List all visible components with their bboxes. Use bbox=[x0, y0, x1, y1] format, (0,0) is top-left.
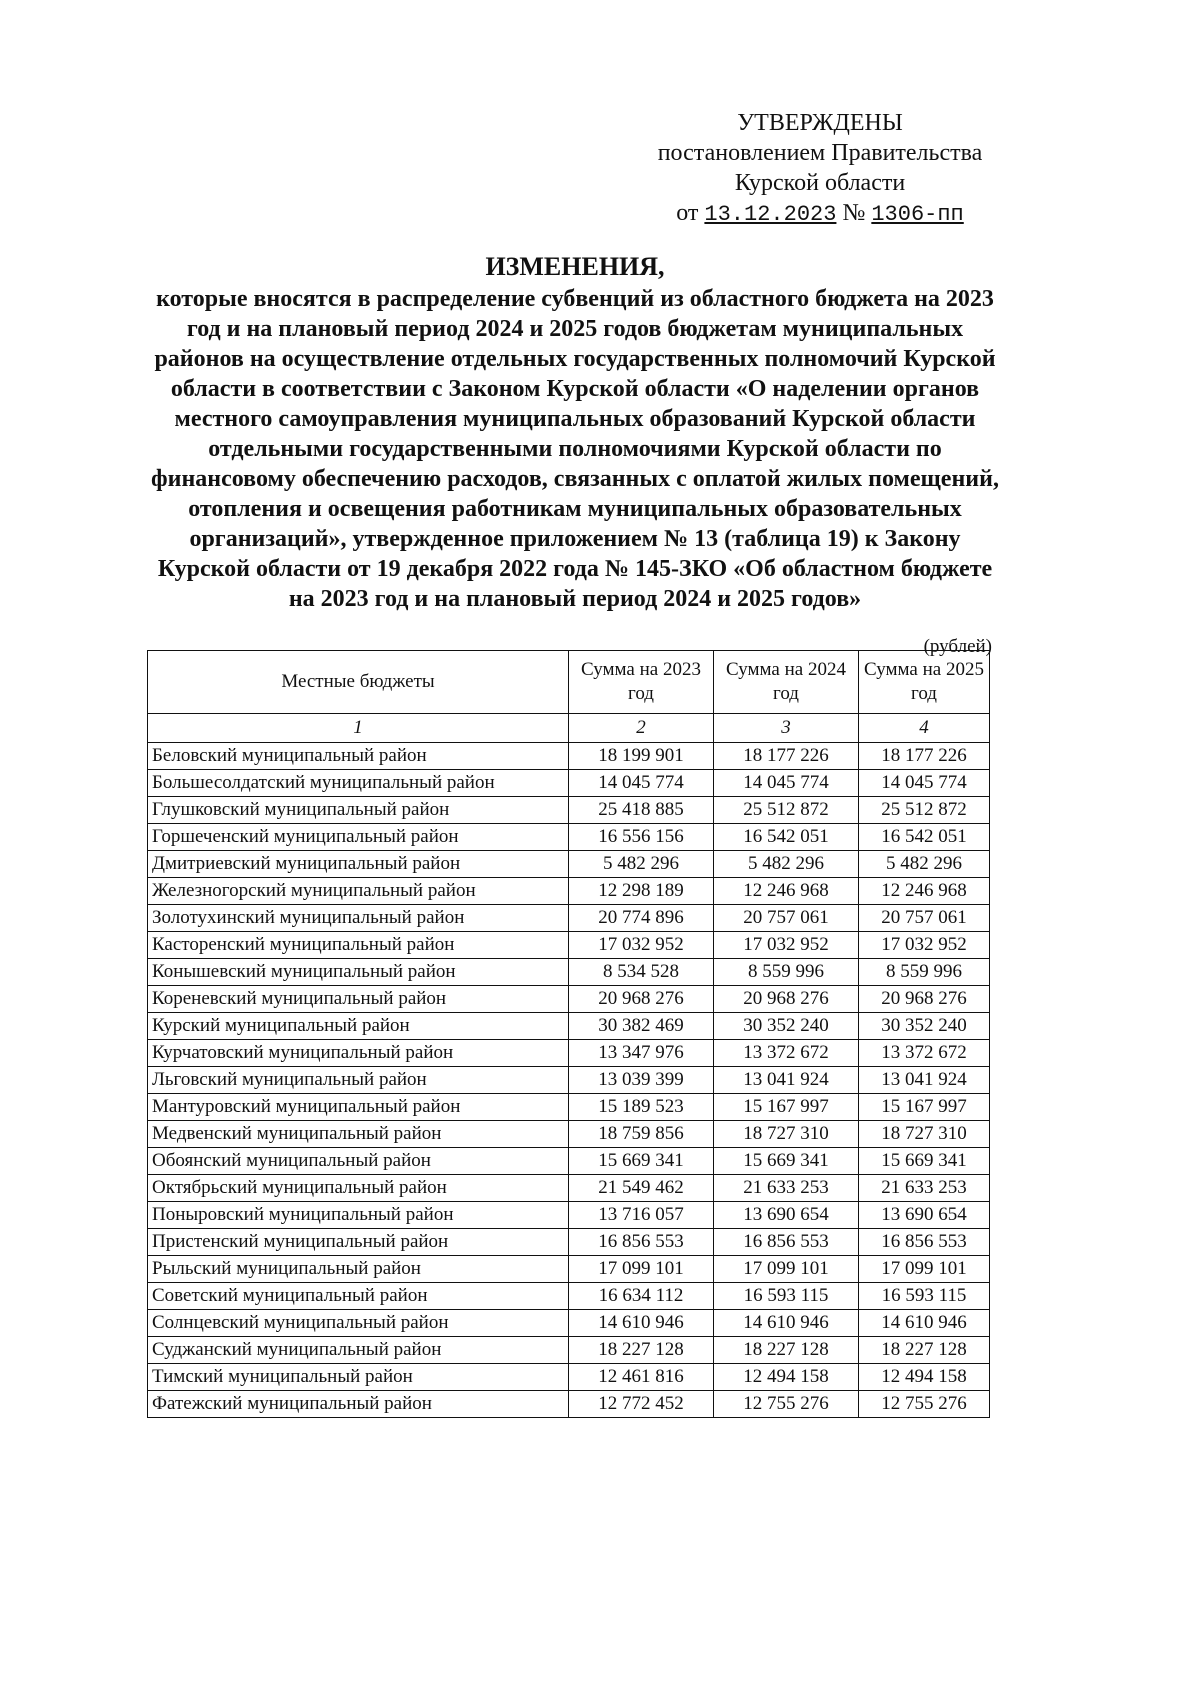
heading-body: которые вносятся в распределение субвенций из областного бюджета на 2023 год и на плановый период 2024 и 2025 годов бюджетам муниципальных районов на осуществление отдельных государственных полномочий Курской области в соответствии с Законом Курской области «О наделении органов местного самоуправления муниципальных образований Курской области отдельными государственными полномочиями Курской области по финансовому обеспечению расходов, связанных с оплатой жилых помещений, отопления и освещения работникам муниципальных образовательных организаций», утвержденное приложением № 13 (таблица 19) к Закону Курской области от 19 декабря 2022 года № 145-ЗКО «Об областном бюджете на 2023 год и на плановый период 2024 и 2025 годов» bbox=[151, 286, 999, 612]
amount-2025: 12 494 158 bbox=[859, 1364, 990, 1391]
amount-2025: 25 512 872 bbox=[859, 797, 990, 824]
units-label: (рублей) bbox=[923, 636, 992, 657]
amount-2025: 13 372 672 bbox=[859, 1040, 990, 1067]
table-row bbox=[148, 1283, 990, 1310]
amount-2023: 15 189 523 bbox=[569, 1094, 714, 1121]
amount-2025: 30 352 240 bbox=[859, 1013, 990, 1040]
amount-2025: 15 669 341 bbox=[859, 1148, 990, 1175]
district-name: Советский муниципальный район bbox=[148, 1283, 569, 1310]
amount-2024: 13 372 672 bbox=[714, 1040, 859, 1067]
table-row bbox=[148, 1094, 990, 1121]
district-name: Золотухинский муниципальный район bbox=[148, 905, 569, 932]
amount-2025: 16 542 051 bbox=[859, 824, 990, 851]
amount-2024: 8 559 996 bbox=[714, 959, 859, 986]
district-name: Суджанский муниципальный район bbox=[148, 1337, 569, 1364]
amount-2023: 5 482 296 bbox=[569, 851, 714, 878]
header-2025: Сумма на 2025 год bbox=[859, 651, 990, 714]
amount-2025: 15 167 997 bbox=[859, 1094, 990, 1121]
approval-date: 13.12.2023 bbox=[704, 202, 837, 227]
amount-2024: 12 246 968 bbox=[714, 878, 859, 905]
amount-2025: 14 610 946 bbox=[859, 1310, 990, 1337]
amount-2025: 13 041 924 bbox=[859, 1067, 990, 1094]
amount-2023: 8 534 528 bbox=[569, 959, 714, 986]
table-row bbox=[148, 770, 990, 797]
table-row bbox=[148, 1148, 990, 1175]
table-row bbox=[148, 824, 990, 851]
approval-line2: Курской области bbox=[734, 170, 906, 196]
district-name: Солнцевский муниципальный район bbox=[148, 1310, 569, 1337]
district-name: Конышевский муниципальный район bbox=[148, 959, 569, 986]
amount-2023: 16 634 112 bbox=[569, 1283, 714, 1310]
approval-line1: постановлением Правительства bbox=[657, 140, 983, 166]
table-row bbox=[148, 797, 990, 824]
amount-2023: 13 039 399 bbox=[569, 1067, 714, 1094]
amount-2024: 15 167 997 bbox=[714, 1094, 859, 1121]
amount-2024: 18 177 226 bbox=[714, 743, 859, 770]
number-sign: № bbox=[842, 200, 866, 226]
amount-2024: 15 669 341 bbox=[714, 1148, 859, 1175]
amount-2024: 12 494 158 bbox=[714, 1364, 859, 1391]
amount-2025: 12 755 276 bbox=[859, 1391, 990, 1418]
amount-2025: 20 757 061 bbox=[859, 905, 990, 932]
amount-2023: 16 856 553 bbox=[569, 1229, 714, 1256]
amount-2024: 14 045 774 bbox=[714, 770, 859, 797]
district-name: Дмитриевский муниципальный район bbox=[148, 851, 569, 878]
amount-2024: 16 593 115 bbox=[714, 1283, 859, 1310]
amount-2025: 20 968 276 bbox=[859, 986, 990, 1013]
approval-date-line bbox=[640, 198, 1000, 230]
amount-2023: 21 549 462 bbox=[569, 1175, 714, 1202]
header-2024: Сумма на 2024 год bbox=[714, 651, 859, 714]
amount-2023: 14 045 774 bbox=[569, 770, 714, 797]
amount-2023: 15 669 341 bbox=[569, 1148, 714, 1175]
district-name: Фатежский муниципальный район bbox=[148, 1391, 569, 1418]
table-row bbox=[148, 1013, 990, 1040]
amount-2025: 16 593 115 bbox=[859, 1283, 990, 1310]
table-row bbox=[148, 1364, 990, 1391]
amount-2023: 17 032 952 bbox=[569, 932, 714, 959]
amount-2023: 18 759 856 bbox=[569, 1121, 714, 1148]
amount-2025: 17 032 952 bbox=[859, 932, 990, 959]
table-row bbox=[148, 878, 990, 905]
table-row bbox=[148, 1202, 990, 1229]
table-row bbox=[148, 959, 990, 986]
amount-2024: 16 856 553 bbox=[714, 1229, 859, 1256]
amount-2024: 18 727 310 bbox=[714, 1121, 859, 1148]
district-name: Кореневский муниципальный район bbox=[148, 986, 569, 1013]
amount-2024: 14 610 946 bbox=[714, 1310, 859, 1337]
amount-2025: 8 559 996 bbox=[859, 959, 990, 986]
table-row bbox=[148, 851, 990, 878]
amount-2023: 13 716 057 bbox=[569, 1202, 714, 1229]
amount-2024: 13 690 654 bbox=[714, 1202, 859, 1229]
amount-2024: 20 968 276 bbox=[714, 986, 859, 1013]
amount-2023: 12 298 189 bbox=[569, 878, 714, 905]
amount-2025: 12 246 968 bbox=[859, 878, 990, 905]
amount-2025: 5 482 296 bbox=[859, 851, 990, 878]
table-row bbox=[148, 1121, 990, 1148]
document-heading bbox=[150, 252, 1000, 614]
district-name: Обоянский муниципальный район bbox=[148, 1148, 569, 1175]
amount-2024: 12 755 276 bbox=[714, 1391, 859, 1418]
district-name: Октябрьский муниципальный район bbox=[148, 1175, 569, 1202]
amount-2024: 25 512 872 bbox=[714, 797, 859, 824]
amount-2023: 16 556 156 bbox=[569, 824, 714, 851]
amount-2025: 18 177 226 bbox=[859, 743, 990, 770]
district-name: Глушковский муниципальный район bbox=[148, 797, 569, 824]
amount-2023: 12 461 816 bbox=[569, 1364, 714, 1391]
district-name: Рыльский муниципальный район bbox=[148, 1256, 569, 1283]
district-name: Курчатовский муниципальный район bbox=[148, 1040, 569, 1067]
column-number: 4 bbox=[859, 714, 990, 743]
district-name: Беловский муниципальный район bbox=[148, 743, 569, 770]
table-row bbox=[148, 1337, 990, 1364]
table-row bbox=[148, 1175, 990, 1202]
amount-2023: 17 099 101 bbox=[569, 1256, 714, 1283]
approval-number: 1306-пп bbox=[871, 202, 964, 227]
amount-2024: 17 099 101 bbox=[714, 1256, 859, 1283]
amount-2023: 30 382 469 bbox=[569, 1013, 714, 1040]
amount-2024: 30 352 240 bbox=[714, 1013, 859, 1040]
amount-2023: 25 418 885 bbox=[569, 797, 714, 824]
table-row bbox=[148, 1256, 990, 1283]
amount-2023: 14 610 946 bbox=[569, 1310, 714, 1337]
district-name: Медвенский муниципальный район bbox=[148, 1121, 569, 1148]
amount-2025: 18 727 310 bbox=[859, 1121, 990, 1148]
amount-2024: 5 482 296 bbox=[714, 851, 859, 878]
district-name: Мантуровский муниципальный район bbox=[148, 1094, 569, 1121]
district-name: Большесолдатский муниципальный район bbox=[148, 770, 569, 797]
heading-title: ИЗМЕНЕНИЯ, bbox=[485, 252, 665, 281]
table-row bbox=[148, 1310, 990, 1337]
amount-2023: 18 227 128 bbox=[569, 1337, 714, 1364]
amount-2024: 20 757 061 bbox=[714, 905, 859, 932]
district-name: Льговский муниципальный район bbox=[148, 1067, 569, 1094]
table-row bbox=[148, 1040, 990, 1067]
amount-2025: 18 227 128 bbox=[859, 1337, 990, 1364]
amount-2025: 14 045 774 bbox=[859, 770, 990, 797]
table-row bbox=[148, 986, 990, 1013]
district-name: Поныровский муниципальный район bbox=[148, 1202, 569, 1229]
subventions-table bbox=[147, 650, 990, 1418]
amount-2023: 20 968 276 bbox=[569, 986, 714, 1013]
amount-2024: 13 041 924 bbox=[714, 1067, 859, 1094]
district-name: Тимский муниципальный район bbox=[148, 1364, 569, 1391]
amount-2025: 16 856 553 bbox=[859, 1229, 990, 1256]
header-2023: Сумма на 2023 год bbox=[569, 651, 714, 714]
amount-2023: 20 774 896 bbox=[569, 905, 714, 932]
table-row bbox=[148, 1391, 990, 1418]
table-row bbox=[148, 932, 990, 959]
amount-2023: 18 199 901 bbox=[569, 743, 714, 770]
amount-2023: 12 772 452 bbox=[569, 1391, 714, 1418]
amount-2023: 13 347 976 bbox=[569, 1040, 714, 1067]
amount-2024: 21 633 253 bbox=[714, 1175, 859, 1202]
amount-2025: 21 633 253 bbox=[859, 1175, 990, 1202]
header-local-budgets: Местные бюджеты bbox=[148, 651, 569, 714]
district-name: Курский муниципальный район bbox=[148, 1013, 569, 1040]
table-row bbox=[148, 1229, 990, 1256]
amount-2025: 13 690 654 bbox=[859, 1202, 990, 1229]
district-name: Горшеченский муниципальный район bbox=[148, 824, 569, 851]
approval-block bbox=[640, 108, 1000, 230]
table-row bbox=[148, 1067, 990, 1094]
approval-title: УТВЕРЖДЕНЫ bbox=[737, 110, 903, 136]
from-label: от bbox=[676, 200, 699, 226]
district-name: Касторенский муниципальный район bbox=[148, 932, 569, 959]
column-number: 2 bbox=[569, 714, 714, 743]
amount-2024: 17 032 952 bbox=[714, 932, 859, 959]
amount-2024: 18 227 128 bbox=[714, 1337, 859, 1364]
table-row bbox=[148, 905, 990, 932]
column-number: 3 bbox=[714, 714, 859, 743]
table-row bbox=[148, 743, 990, 770]
district-name: Пристенский муниципальный район bbox=[148, 1229, 569, 1256]
amount-2024: 16 542 051 bbox=[714, 824, 859, 851]
district-name: Железногорский муниципальный район bbox=[148, 878, 569, 905]
column-number: 1 bbox=[148, 714, 569, 743]
amount-2025: 17 099 101 bbox=[859, 1256, 990, 1283]
